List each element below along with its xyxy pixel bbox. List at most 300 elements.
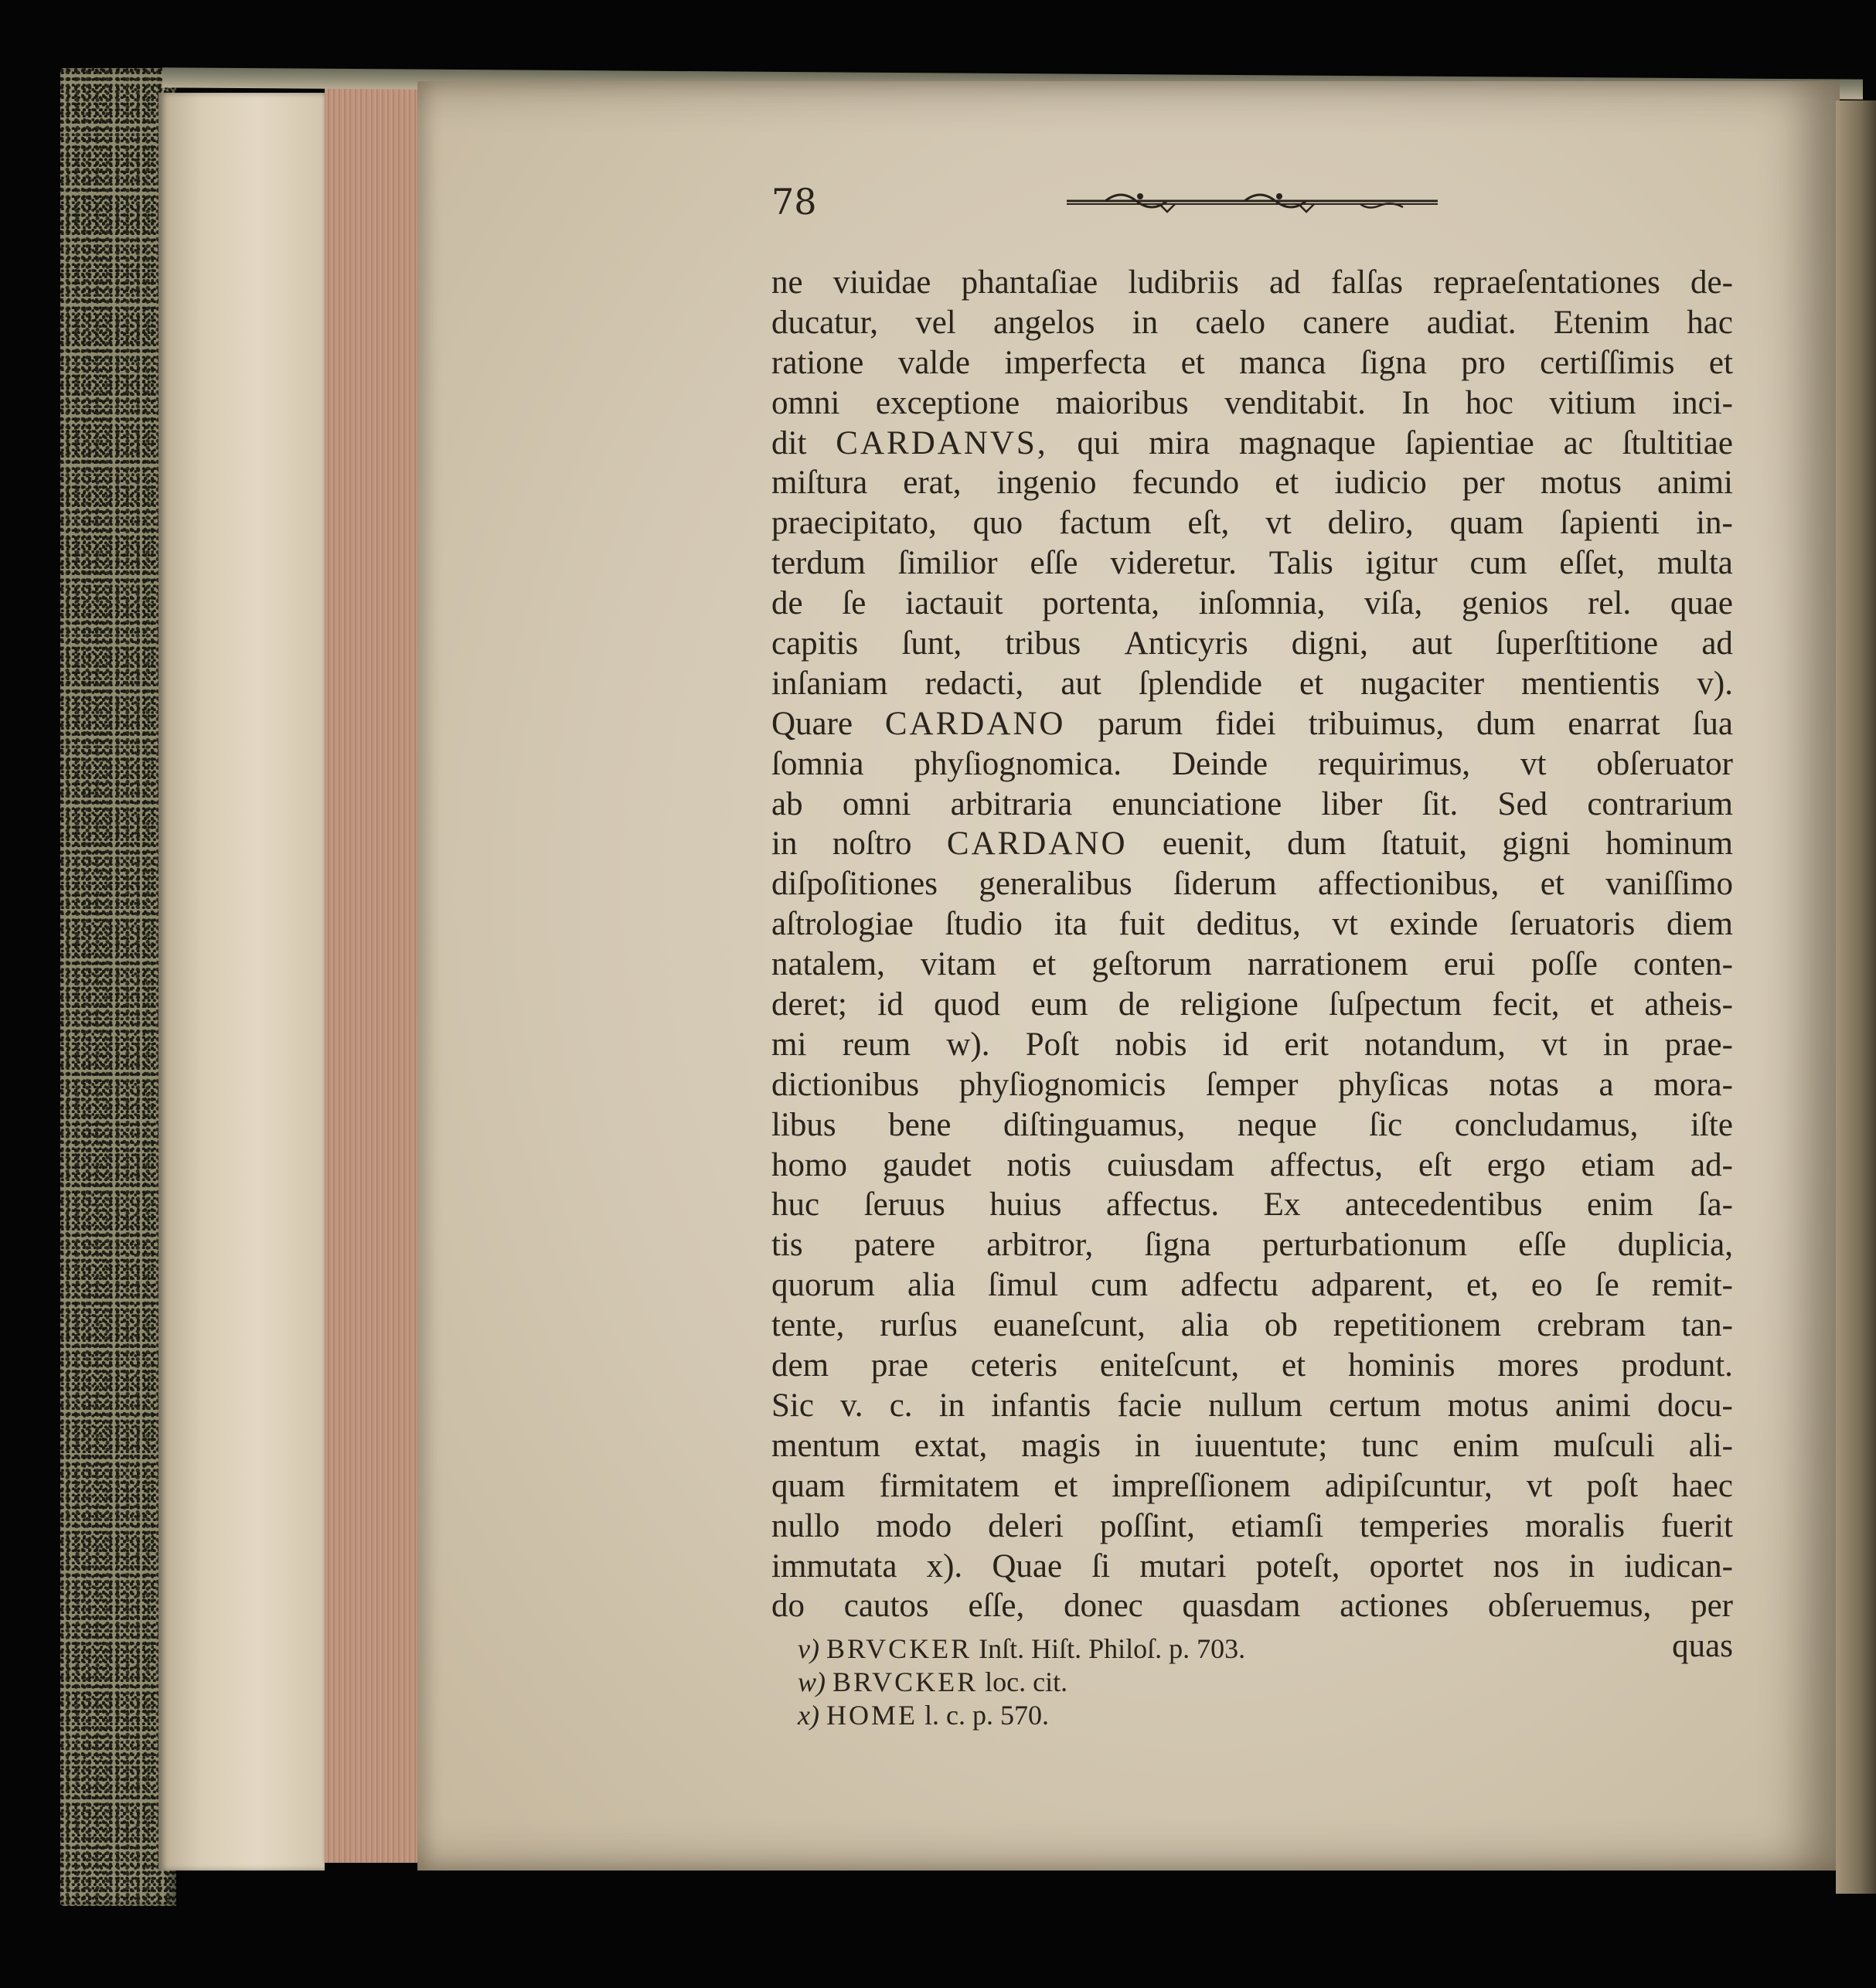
word: ludibriis — [1128, 264, 1239, 301]
word: ſi — [1091, 1547, 1111, 1585]
word: eſſe — [1030, 545, 1078, 582]
word: phantaſiae — [961, 264, 1098, 301]
word: cum — [1091, 1267, 1149, 1304]
footnote-mark: v) — [798, 1633, 819, 1664]
word: mi — [771, 1026, 807, 1063]
word: Poſt — [1025, 1026, 1080, 1063]
text-line — [771, 1305, 1733, 1346]
word: notis — [1006, 1146, 1072, 1183]
word: homo — [771, 1146, 847, 1183]
word: ſeruus — [863, 1186, 945, 1224]
word: ad — [1701, 625, 1733, 662]
footnote-mark: x) — [798, 1700, 819, 1731]
word: imperfecta — [1004, 344, 1147, 381]
text-line — [771, 263, 1733, 303]
word: nullum — [1208, 1387, 1302, 1424]
word: cum — [1469, 545, 1527, 582]
word: patere — [853, 1227, 935, 1264]
word: produnt. — [1621, 1347, 1733, 1384]
word: firmitatem — [879, 1467, 1020, 1504]
word: x). — [926, 1547, 963, 1585]
word: crebram — [1537, 1307, 1646, 1344]
word: vt — [1265, 505, 1292, 542]
footnote-mark: w) — [798, 1666, 826, 1697]
word: ſemper — [1206, 1066, 1299, 1103]
word: v. — [840, 1387, 863, 1424]
word: et — [1180, 344, 1205, 381]
word: quam — [771, 1467, 846, 1504]
text-line — [771, 383, 1733, 424]
word: ad- — [1690, 1146, 1733, 1183]
word: CARDANO — [946, 825, 1128, 863]
word: vt — [1526, 1467, 1553, 1504]
word: vitam — [921, 946, 996, 983]
word: prae- — [1664, 1026, 1733, 1063]
word: de — [1118, 986, 1150, 1023]
word: et — [1275, 465, 1299, 502]
word: viuidae — [832, 264, 931, 301]
word: dictionibus — [771, 1066, 920, 1103]
word: enim — [1452, 1427, 1520, 1464]
footnote-w — [798, 1666, 1245, 1699]
word: deliro, — [1327, 505, 1414, 542]
word: exinde — [1389, 906, 1479, 943]
word: moralis — [1525, 1507, 1625, 1544]
word: adfectu — [1180, 1267, 1278, 1304]
word: affectionibus, — [1317, 866, 1500, 903]
word: aut — [1411, 625, 1452, 662]
word: diem — [1666, 906, 1733, 943]
word: ratione — [771, 344, 864, 381]
footnote-text: l. c. p. 570. — [924, 1700, 1049, 1731]
word: CARDANVS, — [836, 424, 1048, 461]
word: eſt, — [1187, 505, 1230, 542]
word: cuiusdam — [1107, 1146, 1234, 1183]
word: perturbationum — [1261, 1227, 1467, 1264]
word: hac — [1687, 304, 1733, 341]
word: motus — [1447, 1387, 1529, 1424]
word: enunciatione — [1112, 785, 1282, 822]
word: immutata — [771, 1547, 897, 1585]
text-line — [771, 424, 1733, 464]
word: w). — [946, 1026, 990, 1063]
word: concludamus, — [1454, 1106, 1639, 1143]
word: facie — [1117, 1387, 1182, 1424]
word: eſſe, — [968, 1588, 1025, 1625]
word: fuerit — [1660, 1507, 1733, 1544]
word: angelos — [993, 304, 1095, 341]
word: huc — [771, 1186, 820, 1224]
word: ſiderum — [1173, 866, 1277, 903]
word: deret; — [771, 986, 847, 1023]
word: et — [1589, 986, 1614, 1023]
word: euaneſcunt, — [992, 1307, 1146, 1344]
text-line — [771, 1547, 1733, 1587]
word: vel — [915, 304, 956, 341]
word: dem — [771, 1347, 829, 1384]
word: mutari — [1139, 1547, 1227, 1585]
word: ceteris — [970, 1347, 1057, 1384]
word: venditabit. — [1224, 384, 1366, 421]
page-block-edge — [325, 85, 425, 1863]
word: canere — [1302, 304, 1390, 341]
word: ſplendide — [1138, 665, 1262, 702]
flyleaf — [158, 93, 325, 1871]
word: CARDANO — [884, 705, 1066, 742]
text-line — [771, 1586, 1733, 1626]
footnote-author: BRVCKER — [826, 1633, 972, 1664]
word: magis — [1021, 1427, 1101, 1464]
word: valde — [897, 344, 970, 381]
word: liber — [1321, 785, 1383, 822]
word: et, — [1466, 1267, 1499, 1304]
word: gaudet — [882, 1146, 972, 1183]
text-line — [771, 1185, 1733, 1225]
word: enim — [1587, 1186, 1653, 1224]
footnote-text: Inſt. Hiſt. Philoſ. p. 703. — [979, 1633, 1246, 1664]
word: ſua — [1692, 705, 1733, 742]
word: de- — [1690, 264, 1733, 301]
word: eſſe — [1518, 1227, 1567, 1264]
word: arbitraria — [950, 785, 1073, 822]
word: tunc — [1361, 1427, 1419, 1464]
word: eſſet, — [1559, 545, 1626, 582]
word: parum — [1098, 705, 1183, 742]
word: ſtudio — [945, 906, 1023, 943]
word: infantis — [991, 1387, 1091, 1424]
word: ſimilior — [897, 545, 998, 582]
word: ſigna — [1360, 344, 1427, 381]
word: ſomnia — [771, 745, 864, 782]
footnotes — [798, 1632, 1245, 1732]
word: inſaniam — [771, 665, 888, 702]
word: repetitionem — [1333, 1307, 1502, 1344]
text-line — [771, 1225, 1733, 1265]
word: haec — [1672, 1467, 1733, 1504]
text-line — [771, 904, 1733, 945]
word: tis — [771, 1227, 803, 1264]
footnote-v — [798, 1632, 1245, 1666]
word: erui — [1443, 946, 1496, 983]
word: in — [1602, 1026, 1629, 1063]
footnote-x — [798, 1699, 1245, 1732]
word: ingenio — [996, 465, 1097, 502]
word: portenta, — [1042, 585, 1159, 622]
word: inci- — [1672, 384, 1733, 421]
word: audiat. — [1426, 304, 1517, 341]
word: qui — [1077, 424, 1120, 461]
word: duplicia, — [1617, 1227, 1733, 1264]
text-line — [771, 584, 1733, 624]
word: extat, — [914, 1427, 988, 1464]
word: gigni — [1502, 825, 1571, 863]
word: de — [771, 585, 803, 622]
word: actiones — [1340, 1588, 1449, 1625]
word: digni, — [1291, 625, 1368, 662]
word: Quae — [992, 1547, 1063, 1585]
word: omni — [771, 384, 840, 421]
word: impreſſionem — [1112, 1467, 1291, 1504]
word: poteſt, — [1255, 1547, 1340, 1585]
word: etiamſi — [1231, 1507, 1324, 1544]
text-line — [771, 945, 1733, 985]
body-text — [771, 263, 1733, 1666]
word: multa — [1656, 545, 1733, 582]
text-line — [771, 1386, 1733, 1426]
word: iudicio — [1334, 465, 1427, 502]
word: bene — [888, 1106, 952, 1143]
word: v). — [1697, 665, 1733, 702]
footnote-text: loc. cit. — [985, 1666, 1068, 1697]
word: capitis — [771, 625, 859, 662]
word: caelo — [1195, 304, 1266, 341]
word: ſe — [842, 585, 867, 622]
word: Quare — [771, 705, 853, 742]
word: poſſe — [1530, 946, 1598, 983]
text-line — [771, 664, 1733, 704]
word: tribus — [1005, 625, 1081, 662]
word: ſeruatoris — [1509, 906, 1636, 943]
word: temperies — [1360, 1507, 1490, 1544]
word: exceptione — [875, 384, 1020, 421]
word: poſt — [1586, 1467, 1639, 1504]
text-line — [771, 1346, 1733, 1386]
text-line — [771, 1025, 1733, 1065]
word: cautos — [843, 1588, 929, 1625]
word: Etenim — [1553, 304, 1650, 341]
word: ad — [1269, 264, 1301, 301]
word: motus — [1540, 465, 1622, 502]
word: mentientis — [1521, 665, 1660, 702]
word: alia — [907, 1267, 956, 1304]
word: erat, — [903, 465, 962, 502]
word: fecundo — [1132, 465, 1240, 502]
word: hoc — [1465, 384, 1513, 421]
word: per — [1690, 1588, 1733, 1625]
word: ſtatuit, — [1381, 825, 1467, 863]
word: factum — [1059, 505, 1152, 542]
word: Ex — [1263, 1186, 1301, 1224]
word: generalibus — [979, 866, 1132, 903]
word: genios — [1462, 585, 1549, 622]
word: iſte — [1690, 1106, 1733, 1143]
word: affectus, — [1269, 1146, 1383, 1183]
word: affectus. — [1106, 1186, 1220, 1224]
word: docu- — [1656, 1387, 1733, 1424]
word: tribuimus, — [1308, 705, 1445, 742]
word: id — [1222, 1026, 1249, 1063]
word: mores — [1497, 1347, 1579, 1384]
word: religione — [1180, 986, 1299, 1023]
word: dit — [771, 424, 807, 461]
word: contrarium — [1587, 785, 1733, 822]
word: ſunt, — [901, 625, 962, 662]
word: vt — [1520, 745, 1547, 782]
text-line — [771, 704, 1733, 744]
word: ſuperſtitione — [1495, 625, 1659, 662]
word: manca — [1239, 344, 1326, 381]
word: viſa, — [1364, 585, 1423, 622]
word: ſtultitiae — [1622, 424, 1733, 461]
footnote-author: BRVCKER — [832, 1666, 979, 1697]
word: vt — [1541, 1026, 1568, 1063]
word: Anticyris — [1124, 625, 1248, 662]
word: in — [771, 825, 798, 863]
word: quae — [1670, 585, 1733, 622]
word: ſapientiae — [1404, 424, 1534, 461]
word: ſe — [1595, 1267, 1619, 1304]
word: euenit, — [1162, 825, 1252, 863]
word: Sed — [1497, 785, 1548, 822]
word: aſtrologiae — [771, 906, 914, 943]
word: Talis — [1268, 545, 1333, 582]
word: et — [1032, 946, 1057, 983]
word: certiſſimis — [1540, 344, 1675, 381]
word: natalem, — [771, 946, 885, 983]
text-line — [771, 343, 1733, 383]
word: Sic — [771, 1387, 814, 1424]
word: vitium — [1549, 384, 1636, 421]
word: in — [1134, 1427, 1161, 1464]
word: phyſiognomica. — [914, 745, 1122, 782]
word: ſuſpectum — [1329, 986, 1462, 1023]
word: omni — [842, 785, 911, 822]
word: adipiſcuntur, — [1324, 1467, 1493, 1504]
text-line — [771, 1145, 1733, 1186]
word: eum — [1030, 986, 1088, 1023]
word: quam — [1449, 505, 1524, 542]
word: iactauit — [905, 585, 1003, 622]
word: animi — [1554, 1387, 1631, 1424]
text-line — [771, 1105, 1733, 1145]
word: videretur. — [1110, 545, 1237, 582]
word: fidei — [1214, 705, 1276, 742]
word: nobis — [1115, 1026, 1187, 1063]
word: quasdam — [1182, 1588, 1301, 1625]
word: ita — [1054, 906, 1088, 943]
word: requirimus, — [1318, 745, 1471, 782]
word: atheis- — [1644, 986, 1733, 1023]
word: donec — [1064, 1588, 1143, 1625]
word: vaniſſimo — [1605, 866, 1733, 903]
text-line — [771, 824, 1733, 864]
word: igitur — [1365, 545, 1438, 582]
word: nugaciter — [1360, 665, 1485, 702]
word: nos — [1493, 1547, 1540, 1585]
text-line — [771, 503, 1733, 543]
text-line — [771, 303, 1733, 343]
word: aut — [1061, 665, 1101, 702]
word: alia — [1180, 1307, 1229, 1344]
word: phyſiognomicis — [958, 1066, 1166, 1103]
word: ducatur, — [771, 304, 878, 341]
word: falſas — [1330, 264, 1403, 301]
word: muſculi — [1553, 1427, 1655, 1464]
word: magnaque — [1238, 424, 1376, 461]
word: iuuentute; — [1194, 1427, 1328, 1464]
text-line — [771, 985, 1733, 1025]
word: notandum, — [1364, 1026, 1506, 1063]
word: In — [1401, 384, 1430, 421]
text-line — [771, 1506, 1733, 1547]
word: et — [1299, 665, 1324, 702]
word: deditus, — [1196, 906, 1301, 943]
word: obſeruator — [1596, 745, 1733, 782]
word: diſtinguamus, — [1003, 1106, 1186, 1143]
word: iudican- — [1624, 1547, 1733, 1585]
word: id — [877, 986, 904, 1023]
text-line — [771, 864, 1733, 904]
word: animi — [1657, 465, 1733, 502]
text-line — [771, 1466, 1733, 1506]
word: reum — [842, 1026, 911, 1063]
word: hominis — [1347, 1347, 1456, 1384]
word: erit — [1284, 1026, 1329, 1063]
word: praecipitato, — [771, 505, 937, 542]
word: notas — [1489, 1066, 1559, 1103]
word: ſic — [1369, 1106, 1403, 1143]
text-line — [771, 1426, 1733, 1466]
word: a — [1599, 1066, 1614, 1103]
word: ne — [771, 264, 803, 301]
word: geſtorum — [1091, 946, 1212, 983]
word: c. — [889, 1387, 913, 1424]
word: eſt — [1418, 1146, 1452, 1183]
word: mentum — [771, 1427, 880, 1464]
word: tente, — [771, 1307, 845, 1344]
word: fecit, — [1492, 986, 1560, 1023]
text-line — [771, 744, 1733, 785]
word: adparent, — [1311, 1267, 1434, 1304]
word: mora- — [1653, 1066, 1733, 1103]
catchword: quas — [1672, 1628, 1733, 1665]
word: rurſus — [880, 1307, 958, 1344]
word: oportet — [1369, 1547, 1464, 1585]
word: narrationem — [1247, 946, 1408, 983]
word: etiam — [1581, 1146, 1656, 1183]
word: ab — [771, 785, 803, 822]
word: quorum — [771, 1267, 875, 1304]
word: mira — [1149, 424, 1210, 461]
word: rel. — [1588, 585, 1632, 622]
word: ergo — [1486, 1146, 1546, 1183]
word: phyſicas — [1338, 1066, 1449, 1103]
word: prae — [870, 1347, 928, 1384]
word: neque — [1237, 1106, 1317, 1143]
word: pro — [1461, 344, 1506, 381]
page-number: 78 — [771, 181, 817, 223]
word: conten- — [1633, 946, 1733, 983]
word: hominum — [1605, 825, 1733, 863]
word: in — [1568, 1547, 1595, 1585]
word: inſomnia, — [1198, 585, 1326, 622]
text-line — [771, 543, 1733, 584]
word: fuit — [1118, 906, 1166, 943]
word: Deinde — [1171, 745, 1268, 782]
word: noſtro — [832, 825, 912, 863]
text-line — [771, 463, 1733, 503]
word: huius — [989, 1186, 1062, 1224]
word: remit- — [1651, 1267, 1733, 1304]
ornament-icon — [1067, 187, 1438, 218]
word: et — [1708, 344, 1733, 381]
word: vt — [1332, 906, 1358, 943]
page-right-edge — [1836, 100, 1876, 1894]
word: in — [938, 1387, 965, 1424]
word: ali- — [1688, 1427, 1733, 1464]
word: maioribus — [1055, 384, 1189, 421]
word: ac — [1563, 424, 1593, 461]
